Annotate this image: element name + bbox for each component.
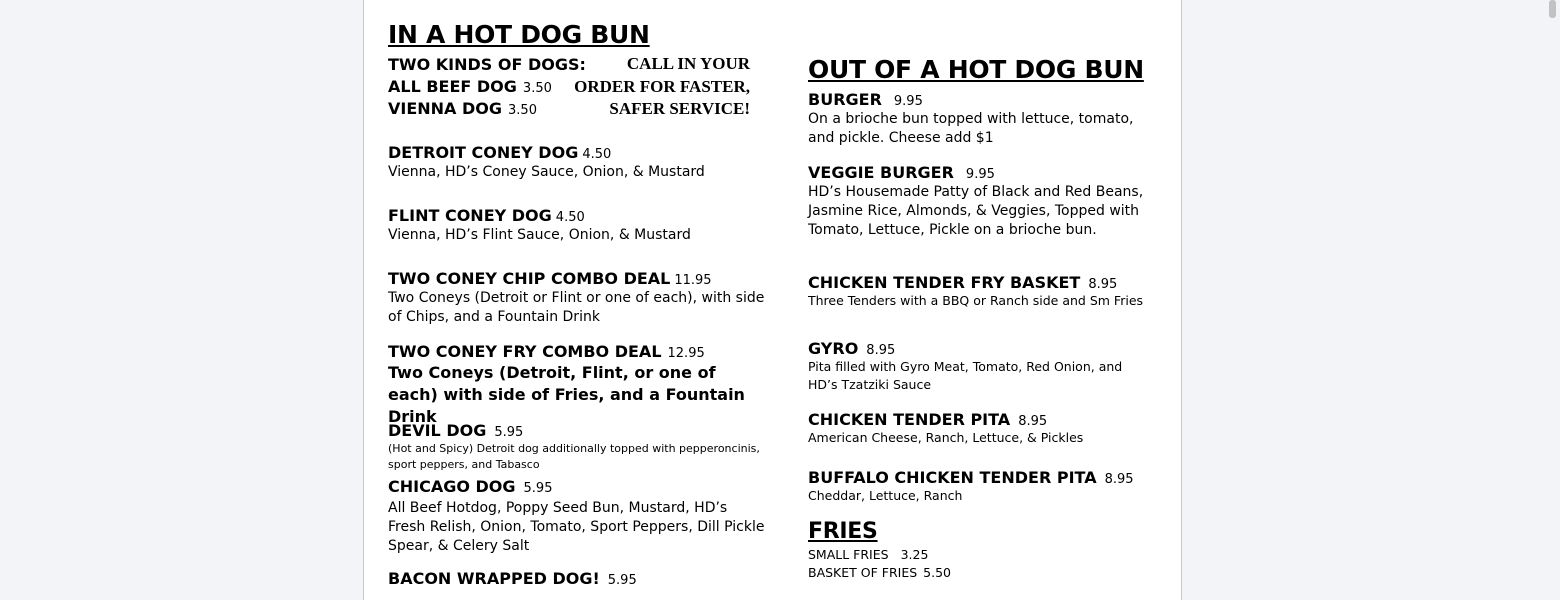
menu-item-chicago-dog [388, 477, 552, 496]
item-price: 5.95 [607, 573, 637, 588]
item-description: All Beef Hotdog, Poppy Seed Bun, Mustard, HD’s Fresh Relish, Onion, Tomato, Sport Peppers, Dill Pickle Spear, & Celery Salt [388, 500, 765, 554]
item-name: CHICKEN TENDER FRY BASKET [808, 273, 1081, 292]
item-price: 8.95 [1018, 414, 1048, 429]
item-name: SMALL FRIES [808, 547, 889, 562]
menu-item-all-beef [388, 77, 552, 96]
fries-item-small [808, 547, 928, 562]
item-price: 9.95 [965, 167, 995, 182]
menu-item-burger [808, 90, 923, 109]
item-name: ALL BEEF DOG [388, 77, 517, 96]
item-name: BASKET OF FRIES [808, 565, 918, 580]
document-page [363, 0, 1182, 600]
fries-item-basket [808, 565, 951, 580]
item-name: FLINT CONEY DOG [388, 206, 552, 225]
menu-item-tender-basket [808, 273, 1117, 292]
item-name: CHICAGO DOG [388, 477, 516, 496]
item-name: BUFFALO CHICKEN TENDER PITA [808, 468, 1097, 487]
item-price: 9.95 [893, 94, 923, 109]
item-description: (Hot and Spicy) Detroit dog additionally topped with pepperoncinis, sport peppers, and Tabasco [388, 442, 760, 471]
item-price: 8.95 [1088, 277, 1118, 292]
section-title-out-of-bun: OUT OF A HOT DOG BUN [808, 55, 1144, 84]
item-price: 11.95 [674, 273, 712, 288]
call-in-notice: CALL IN YOUR ORDER FOR FASTER, SAFER SERVICE! [574, 54, 750, 118]
menu-item-vienna [388, 99, 537, 118]
item-price: 4.50 [582, 147, 612, 162]
item-name: BURGER [808, 90, 882, 109]
item-price: 3.50 [508, 103, 537, 118]
item-price: 8.95 [866, 343, 896, 358]
menu-item-gyro [808, 339, 895, 358]
item-description: Vienna, HD’s Flint Sauce, Onion, & Mustard [388, 227, 691, 243]
item-price: 8.95 [1104, 472, 1134, 487]
section-title-fries: FRIES [808, 519, 878, 544]
item-name: VEGGIE BURGER [808, 163, 954, 182]
item-name: DETROIT CONEY DOG [388, 143, 579, 162]
item-description: American Cheese, Ranch, Lettuce, & Pickles [808, 430, 1084, 445]
item-name: CHICKEN TENDER PITA [808, 410, 1011, 429]
item-name: TWO CONEY CHIP COMBO DEAL [388, 269, 671, 288]
menu-item-fry-combo [388, 342, 705, 361]
menu-item-veggie-burger [808, 163, 995, 182]
item-price: 4.50 [555, 210, 585, 225]
item-description: Three Tenders with a BBQ or Ranch side and Sm Fries [808, 293, 1144, 308]
menu-item-detroit-coney [388, 143, 611, 162]
item-price: 5.95 [523, 481, 553, 496]
item-price: 5.95 [494, 425, 524, 440]
menu-item-devil-dog [388, 421, 523, 440]
menu-item-chip-combo [388, 269, 712, 288]
item-price: 5.50 [923, 565, 952, 580]
menu-item-tender-pita [808, 410, 1047, 429]
two-kinds-heading: TWO KINDS OF DOGS: [388, 55, 586, 74]
item-name: TWO CONEY FRY COMBO DEAL [388, 342, 662, 361]
section-title-in-bun: IN A HOT DOG BUN [388, 20, 650, 49]
item-price: 12.95 [667, 346, 705, 361]
item-description: Vienna, HD’s Coney Sauce, Onion, & Mustard [388, 164, 705, 180]
item-name: VIENNA DOG [388, 99, 503, 118]
item-description: On a brioche bun topped with lettuce, tomato, and pickle. Cheese add $1 [808, 111, 1134, 146]
item-description: Pita filled with Gyro Meat, Tomato, Red Onion, and HD’s Tzatziki Sauce [808, 359, 1123, 392]
item-description: Two Coneys (Detroit or Flint or one of each), with side of Chips, and a Fountain Drink [388, 290, 765, 325]
item-name: BACON WRAPPED DOG! [388, 569, 600, 588]
menu-item-bacon-wrapped [388, 569, 637, 588]
menu-item-buffalo-pita [808, 468, 1134, 487]
item-name: DEVIL DOG [388, 421, 487, 440]
vertical-scrollbar-thumb[interactable] [1549, 0, 1556, 18]
item-price: 3.25 [900, 547, 929, 562]
item-price: 3.50 [522, 81, 552, 96]
menu-item-flint-coney [388, 206, 585, 225]
item-description: Cheddar, Lettuce, Ranch [808, 488, 963, 503]
item-description: Two Coneys (Detroit, Flint, or one of each) with side of Fries, and a Fountain Drink [388, 363, 745, 426]
item-name: GYRO [808, 339, 859, 358]
item-description: HD’s Housemade Patty of Black and Red Beans, Jasmine Rice, Almonds, & Veggies, Topped with Tomato, Lettuce, Pickle on a brioche bun. [808, 184, 1144, 238]
